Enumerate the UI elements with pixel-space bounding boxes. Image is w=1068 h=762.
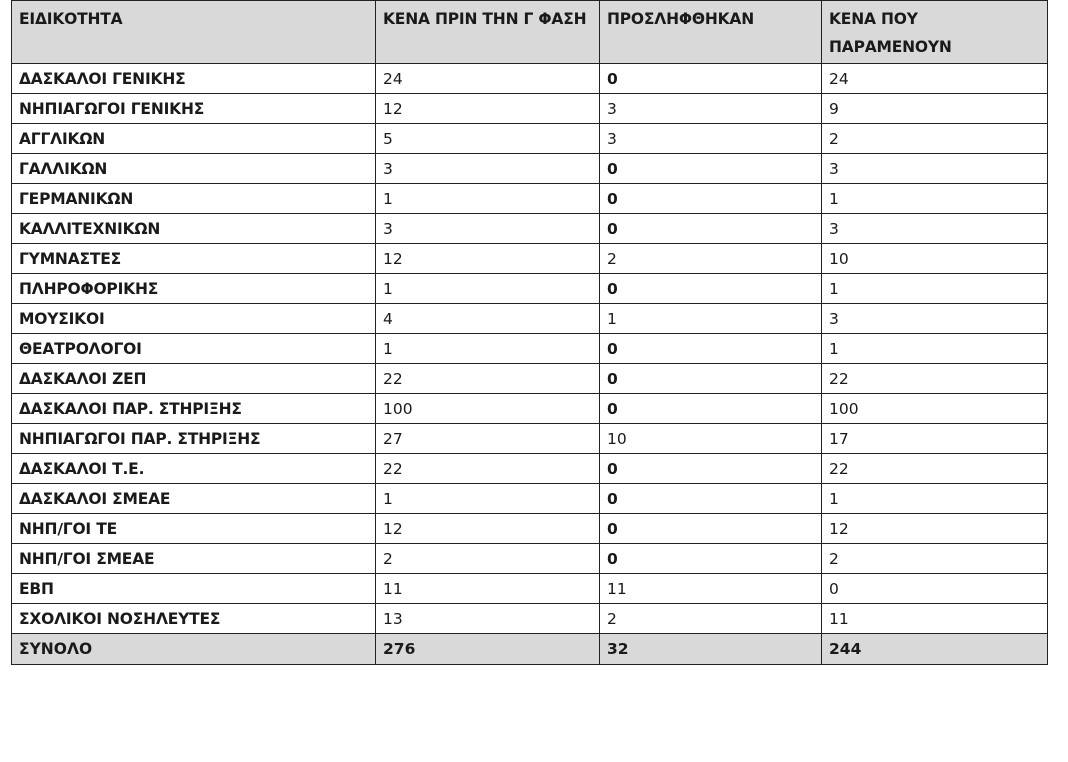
cell-hired[interactable]: 0 bbox=[600, 514, 822, 544]
cell-hired[interactable]: 0 bbox=[600, 184, 822, 214]
table-row bbox=[12, 604, 1048, 634]
cell-specialty[interactable]: ΝΗΠ/ΓΟΙ ΤΕ bbox=[12, 514, 376, 544]
cell-vacancies-remaining[interactable]: 2 bbox=[822, 124, 1048, 154]
cell-vacancies-remaining[interactable]: 2 bbox=[822, 544, 1048, 574]
table-row bbox=[12, 544, 1048, 574]
cell-vacancies-before[interactable]: 1 bbox=[376, 184, 600, 214]
cell-vacancies-before[interactable]: 3 bbox=[376, 154, 600, 184]
cell-vacancies-remaining[interactable]: 11 bbox=[822, 604, 1048, 634]
header-cell-specialty[interactable]: ΕΙΔΙΚΟΤΗΤΑ bbox=[12, 1, 376, 64]
cell-vacancies-remaining[interactable]: 0 bbox=[822, 574, 1048, 604]
table-row bbox=[12, 454, 1048, 484]
cell-vacancies-before[interactable]: 13 bbox=[376, 604, 600, 634]
header-row bbox=[12, 1, 1048, 64]
table-row bbox=[12, 154, 1048, 184]
table-row bbox=[12, 334, 1048, 364]
cell-vacancies-before[interactable]: 27 bbox=[376, 424, 600, 454]
cell-specialty[interactable]: ΔΑΣΚΑΛΟΙ ΠΑΡ. ΣΤΗΡΙΞΗΣ bbox=[12, 394, 376, 424]
cell-vacancies-before[interactable]: 12 bbox=[376, 94, 600, 124]
cell-vacancies-before[interactable]: 1 bbox=[376, 484, 600, 514]
cell-vacancies-remaining[interactable]: 22 bbox=[822, 454, 1048, 484]
cell-hired[interactable]: 0 bbox=[600, 394, 822, 424]
cell-vacancies-before[interactable]: 12 bbox=[376, 514, 600, 544]
cell-hired[interactable]: 0 bbox=[600, 274, 822, 304]
cell-vacancies-before[interactable]: 3 bbox=[376, 214, 600, 244]
cell-specialty[interactable]: ΔΑΣΚΑΛΟΙ Τ.Ε. bbox=[12, 454, 376, 484]
cell-specialty[interactable]: ΔΑΣΚΑΛΟΙ ΖΕΠ bbox=[12, 364, 376, 394]
table-row bbox=[12, 574, 1048, 604]
cell-vacancies-remaining[interactable]: 100 bbox=[822, 394, 1048, 424]
cell-hired[interactable]: 3 bbox=[600, 124, 822, 154]
table-row bbox=[12, 364, 1048, 394]
cell-vacancies-before[interactable]: 22 bbox=[376, 454, 600, 484]
cell-vacancies-before[interactable]: 24 bbox=[376, 64, 600, 94]
cell-hired[interactable]: 3 bbox=[600, 94, 822, 124]
total-row bbox=[12, 634, 1048, 665]
table-row bbox=[12, 184, 1048, 214]
cell-hired[interactable]: 0 bbox=[600, 364, 822, 394]
cell-vacancies-before[interactable]: 4 bbox=[376, 304, 600, 334]
cell-vacancies-remaining[interactable]: 3 bbox=[822, 154, 1048, 184]
cell-hired[interactable]: 2 bbox=[600, 244, 822, 274]
cell-vacancies-remaining[interactable]: 1 bbox=[822, 484, 1048, 514]
spreadsheet-table bbox=[11, 0, 1048, 665]
header-cell-vacancies-remaining[interactable]: ΚΕΝΑ ΠΟΥ ΠΑΡΑΜΕΝΟΥΝ bbox=[822, 1, 1048, 64]
cell-hired[interactable]: 2 bbox=[600, 604, 822, 634]
cell-vacancies-remaining[interactable]: 3 bbox=[822, 214, 1048, 244]
table-row bbox=[12, 424, 1048, 454]
total-cell-vacancies-before[interactable]: 276 bbox=[376, 634, 600, 665]
cell-vacancies-remaining[interactable]: 3 bbox=[822, 304, 1048, 334]
cell-specialty[interactable]: ΜΟΥΣΙΚΟΙ bbox=[12, 304, 376, 334]
vacancies-table bbox=[11, 0, 1048, 665]
cell-vacancies-remaining[interactable]: 12 bbox=[822, 514, 1048, 544]
cell-hired[interactable]: 0 bbox=[600, 64, 822, 94]
table-row bbox=[12, 274, 1048, 304]
total-cell-hired[interactable]: 32 bbox=[600, 634, 822, 665]
cell-hired[interactable]: 0 bbox=[600, 544, 822, 574]
cell-hired[interactable]: 0 bbox=[600, 484, 822, 514]
cell-specialty[interactable]: ΓΕΡΜΑΝΙΚΩΝ bbox=[12, 184, 376, 214]
cell-specialty[interactable]: ΣΧΟΛΙΚΟΙ ΝΟΣΗΛΕΥΤΕΣ bbox=[12, 604, 376, 634]
cell-vacancies-remaining[interactable]: 10 bbox=[822, 244, 1048, 274]
total-cell-specialty[interactable]: ΣΥΝΟΛΟ bbox=[12, 634, 376, 665]
table-row bbox=[12, 244, 1048, 274]
cell-vacancies-remaining[interactable]: 9 bbox=[822, 94, 1048, 124]
cell-vacancies-before[interactable]: 100 bbox=[376, 394, 600, 424]
cell-hired[interactable]: 0 bbox=[600, 214, 822, 244]
cell-specialty[interactable]: ΝΗΠΙΑΓΩΓΟΙ ΠΑΡ. ΣΤΗΡΙΞΗΣ bbox=[12, 424, 376, 454]
cell-vacancies-before[interactable]: 11 bbox=[376, 574, 600, 604]
cell-hired[interactable]: 10 bbox=[600, 424, 822, 454]
cell-vacancies-remaining[interactable]: 24 bbox=[822, 64, 1048, 94]
cell-vacancies-before[interactable]: 5 bbox=[376, 124, 600, 154]
cell-hired[interactable]: 0 bbox=[600, 154, 822, 184]
cell-hired[interactable]: 0 bbox=[600, 454, 822, 484]
cell-hired[interactable]: 0 bbox=[600, 334, 822, 364]
cell-vacancies-before[interactable]: 2 bbox=[376, 544, 600, 574]
cell-vacancies-remaining[interactable]: 17 bbox=[822, 424, 1048, 454]
cell-hired[interactable]: 11 bbox=[600, 574, 822, 604]
cell-specialty[interactable]: ΔΑΣΚΑΛΟΙ ΓΕΝΙΚΗΣ bbox=[12, 64, 376, 94]
cell-vacancies-before[interactable]: 1 bbox=[376, 334, 600, 364]
table-row bbox=[12, 514, 1048, 544]
cell-specialty[interactable]: ΚΑΛΛΙΤΕΧΝΙΚΩΝ bbox=[12, 214, 376, 244]
cell-vacancies-remaining[interactable]: 22 bbox=[822, 364, 1048, 394]
table-row bbox=[12, 304, 1048, 334]
cell-specialty[interactable]: ΑΓΓΛΙΚΩΝ bbox=[12, 124, 376, 154]
table-row bbox=[12, 124, 1048, 154]
cell-vacancies-before[interactable]: 1 bbox=[376, 274, 600, 304]
cell-vacancies-remaining[interactable]: 1 bbox=[822, 274, 1048, 304]
cell-specialty[interactable]: ΓΥΜΝΑΣΤΕΣ bbox=[12, 244, 376, 274]
cell-vacancies-remaining[interactable]: 1 bbox=[822, 184, 1048, 214]
cell-specialty[interactable]: ΕΒΠ bbox=[12, 574, 376, 604]
cell-specialty[interactable]: ΔΑΣΚΑΛΟΙ ΣΜΕΑΕ bbox=[12, 484, 376, 514]
cell-specialty[interactable]: ΘΕΑΤΡΟΛΟΓΟΙ bbox=[12, 334, 376, 364]
table-row bbox=[12, 64, 1048, 94]
cell-specialty[interactable]: ΝΗΠΙΑΓΩΓΟΙ ΓΕΝΙΚΗΣ bbox=[12, 94, 376, 124]
table-row bbox=[12, 484, 1048, 514]
cell-hired[interactable]: 1 bbox=[600, 304, 822, 334]
cell-specialty[interactable]: ΝΗΠ/ΓΟΙ ΣΜΕΑΕ bbox=[12, 544, 376, 574]
header-cell-vacancies-before[interactable]: ΚΕΝΑ ΠΡΙΝ ΤΗΝ Γ ΦΑΣΗ bbox=[376, 1, 600, 64]
table-row bbox=[12, 94, 1048, 124]
table-row bbox=[12, 394, 1048, 424]
total-cell-vacancies-remaining[interactable]: 244 bbox=[822, 634, 1048, 665]
cell-vacancies-before[interactable]: 12 bbox=[376, 244, 600, 274]
header-cell-hired[interactable]: ΠΡΟΣΛΗΦΘΗΚΑΝ bbox=[600, 1, 822, 64]
cell-vacancies-before[interactable]: 22 bbox=[376, 364, 600, 394]
table-row bbox=[12, 214, 1048, 244]
cell-vacancies-remaining[interactable]: 1 bbox=[822, 334, 1048, 364]
cell-specialty[interactable]: ΓΑΛΛΙΚΩΝ bbox=[12, 154, 376, 184]
cell-specialty[interactable]: ΠΛΗΡΟΦΟΡΙΚΗΣ bbox=[12, 274, 376, 304]
